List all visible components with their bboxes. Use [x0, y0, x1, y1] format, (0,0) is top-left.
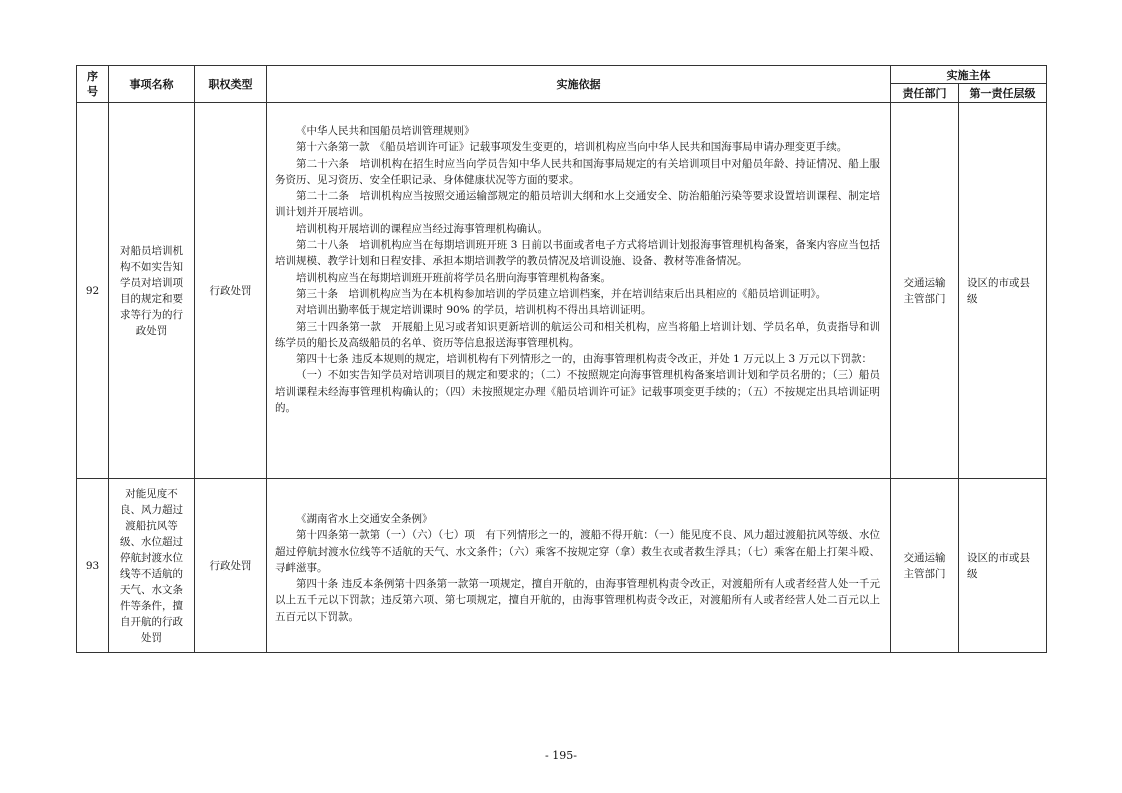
table-row [77, 479, 1047, 653]
basis-paragraph: 培训机构应当在每期培训班开班前将学员名册向海事管理机构备案。 [296, 271, 611, 284]
basis-paragraph: 第二十二条 培训机构应当按照交通运输部规定的船员培训大纲和水上交通安全、防治船舶污染等要求设置培训课程、制定培训计划并开展培训。 [275, 190, 880, 219]
basis-paragraph: 对培训出勤率低于规定培训课时 90% 的学员，培训机构不得出具培训证明。 [296, 304, 652, 317]
basis-paragraph: 第十四条第一款第（一）（六）（七）项 有下列情形之一的，渡船不得开航：（一）能见度不良、风力超过渡船抗风等级、水位超过停航封渡水位线等不适航的天气、水文条件；（六）乘客不按规定穿（拿）救生衣或者救生浮具；（七）乘客在船上打架斗殴、寻衅滋事。 [275, 529, 880, 574]
page-number: - 195- [545, 749, 577, 762]
header-dept: 责任部门 [891, 84, 959, 103]
basis-paragraph: 第三十四条第一款 开展船上见习或者知识更新培训的航运公司和相关机构，应当将船上培训计划、学员名单，负责指导和训练学员的船长及高级船员的名单、资历等信息报送海事管理机构。 [275, 320, 880, 349]
header-name: 事项名称 [109, 66, 195, 103]
header-basis: 实施依据 [267, 66, 891, 103]
row-basis [267, 103, 891, 479]
row-name: 对船员培训机构不如实告知学员对培训项目的规定和要求等行为的行政处罚 [109, 103, 195, 479]
basis-paragraph: 第二十八条 培训机构应当在每期培训班开班 3 日前以书面或者电子方式将培训计划报海事管理机构备案，备案内容应当包括培训规模、教学计划和日程安排、承担本期培训教学的教员情况及培训设施、设备、教材等准备情况。 [275, 239, 880, 268]
basis-paragraph: 第十六条第一款 《船员培训许可证》记载事项发生变更的，培训机构应当向中华人民共和国海事局申请办理变更手续。 [296, 141, 848, 154]
row-type: 行政处罚 [195, 103, 267, 479]
row-basis [267, 479, 891, 653]
basis-paragraph: 《中华人民共和国船员培训管理规则》 [296, 125, 475, 137]
row-dept: 交通运输主管部门 [891, 103, 959, 479]
header-num: 序号 [77, 66, 109, 103]
row-num: 93 [77, 479, 109, 653]
basis-paragraph: （一）不如实告知学员对培训项目的规定和要求的；（二）不按照规定向海事管理机构备案培训计划和学员名册的；（三）船员培训课程未经海事管理机构确认的；（四）未按照规定办理《船员培训许可证》记载事项变更手续的；（五）不按规定出具培训证明的。 [275, 369, 880, 415]
regulation-table [76, 65, 1047, 653]
basis-paragraph: 第二十六条 培训机构在招生时应当向学员告知中华人民共和国海事局规定的有关培训项目中对船员年龄、持证情况、船上服务资历、见习资历、安全任职记录、身体健康状况等方面的要求。 [275, 157, 880, 186]
row-level: 设区的市或县级 [959, 103, 1047, 479]
basis-paragraph: 第四十条 违反本条例第十四条第一款第一项规定，擅自开航的，由海事管理机构责令改正，对渡船所有人或者经营人处一千元以上五千元以下罚款；违反第六项、第七项规定，擅自开航的，由海事管理机构责令改正，对渡船所有人或者经营人处二百元以上五百元以下罚款。 [275, 578, 880, 623]
basis-paragraph: 第四十七条 违反本规则的规定，培训机构有下列情形之一的，由海事管理机构责令改正，并处 1 万元以上 3 万元以下罚款： [296, 353, 873, 366]
row-type: 行政处罚 [195, 479, 267, 653]
table-row [77, 103, 1047, 479]
header-type: 职权类型 [195, 66, 267, 103]
basis-paragraph: 《湖南省水上交通安全条例》 [296, 513, 433, 525]
row-level: 设区的市或县级 [959, 479, 1047, 653]
row-num: 92 [77, 103, 109, 479]
row-name: 对能见度不良、风力超过渡船抗风等级、水位超过停航封渡水位线等不适航的天气、水文条件等条件，擅自开航的行政处罚 [109, 479, 195, 653]
basis-paragraph: 第三十条 培训机构应当为在本机构参加培训的学员建立培训档案，并在培训结束后出具相应的《船员培训证明》。 [296, 287, 827, 300]
header-level: 第一责任层级 [959, 84, 1047, 103]
basis-paragraph: 培训机构开展培训的课程应当经过海事管理机构确认。 [296, 222, 548, 235]
row-dept: 交通运输主管部门 [891, 479, 959, 653]
header-subject: 实施主体 [891, 66, 1047, 84]
